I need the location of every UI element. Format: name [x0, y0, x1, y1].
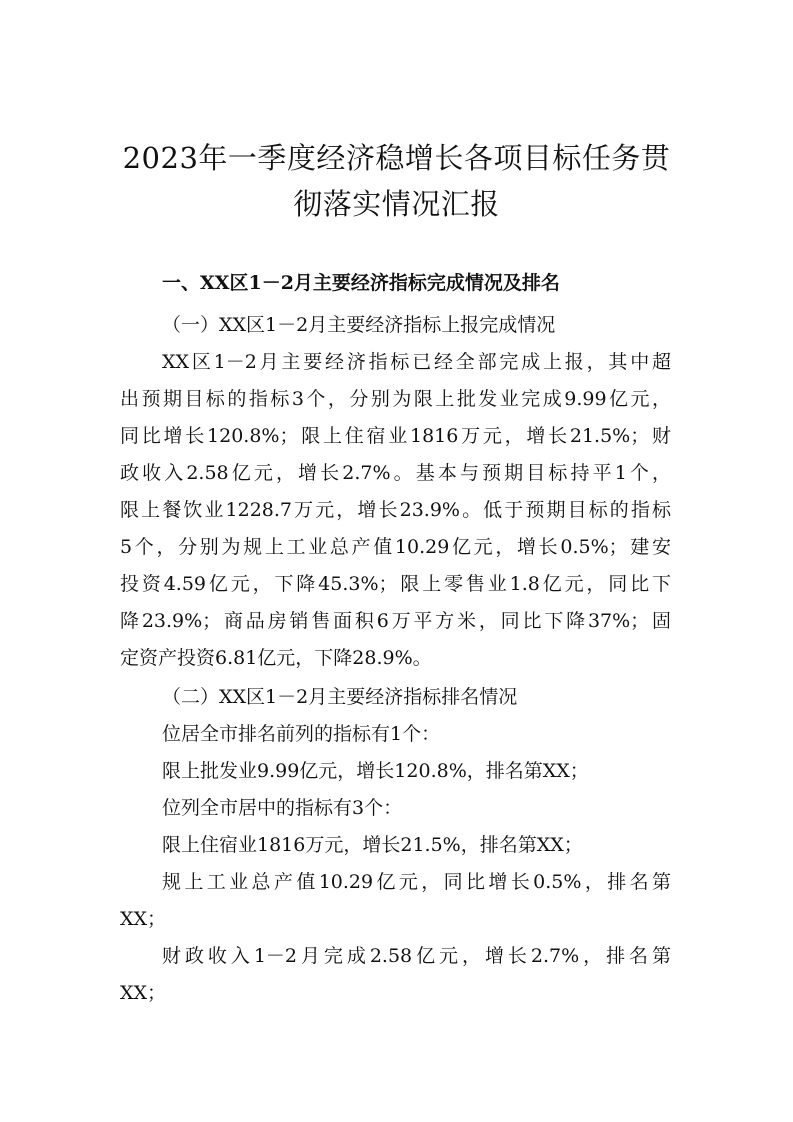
paragraph-1-line: 限上餐饮业1228.7万元，增长23.9%。低于预期目标的指标 [120, 499, 671, 521]
ranking-line: 规上工业总产值10.29亿元，同比增长0.5%，排名第 [162, 871, 671, 893]
paragraph-1-line: 同比增长120.8%；限上住宿业1816万元，增长21.5%；财 [120, 425, 671, 447]
ranking-line: 限上批发业9.99亿元，增长120.8%，排名第XX； [162, 760, 589, 782]
ranking-line: XX； [120, 908, 167, 930]
paragraph-1-line: XX区1－2月主要经济指标已经全部完成上报，其中超 [162, 351, 671, 373]
document-title-line-1: 2023年一季度经济稳增长各项目标任务贯 [122, 141, 671, 175]
ranking-line: 限上住宿业1816万元，增长21.5%，排名第XX； [162, 834, 583, 856]
paragraph-1-line: 出预期目标的指标3个，分别为限上批发业完成9.99亿元， [120, 388, 671, 410]
section-heading: 一、XX区1－2月主要经济指标完成情况及排名 [162, 272, 560, 294]
paragraph-1-line: 定资产投资6.81亿元，下降28.9%。 [120, 647, 432, 669]
ranking-line: 财政收入1－2月完成2.58亿元，增长2.7%，排名第 [162, 945, 671, 967]
paragraph-1-line: 投资4.59亿元，下降45.3%；限上零售业1.8亿元，同比下 [120, 573, 671, 595]
subheading-1: （一）XX区1－2月主要经济指标上报完成情况 [162, 314, 556, 336]
ranking-line: 位居全市排名前列的指标有1个： [162, 723, 441, 745]
ranking-line: 位列全市居中的指标有3个： [162, 797, 403, 819]
ranking-line: XX； [120, 982, 167, 1004]
document-title-line-2: 彻落实情况汇报 [293, 187, 500, 221]
paragraph-1-line: 降23.9%；商品房销售面积6万平方米，同比下降37%；固 [120, 610, 671, 632]
paragraph-1-line: 政收入2.58亿元，增长2.7%。基本与预期目标持平1个， [120, 462, 671, 484]
paragraph-1-line: 5个，分别为规上工业总产值10.29亿元，增长0.5%；建安 [120, 536, 671, 558]
subheading-2: （二）XX区1－2月主要经济指标排名情况 [162, 686, 518, 708]
